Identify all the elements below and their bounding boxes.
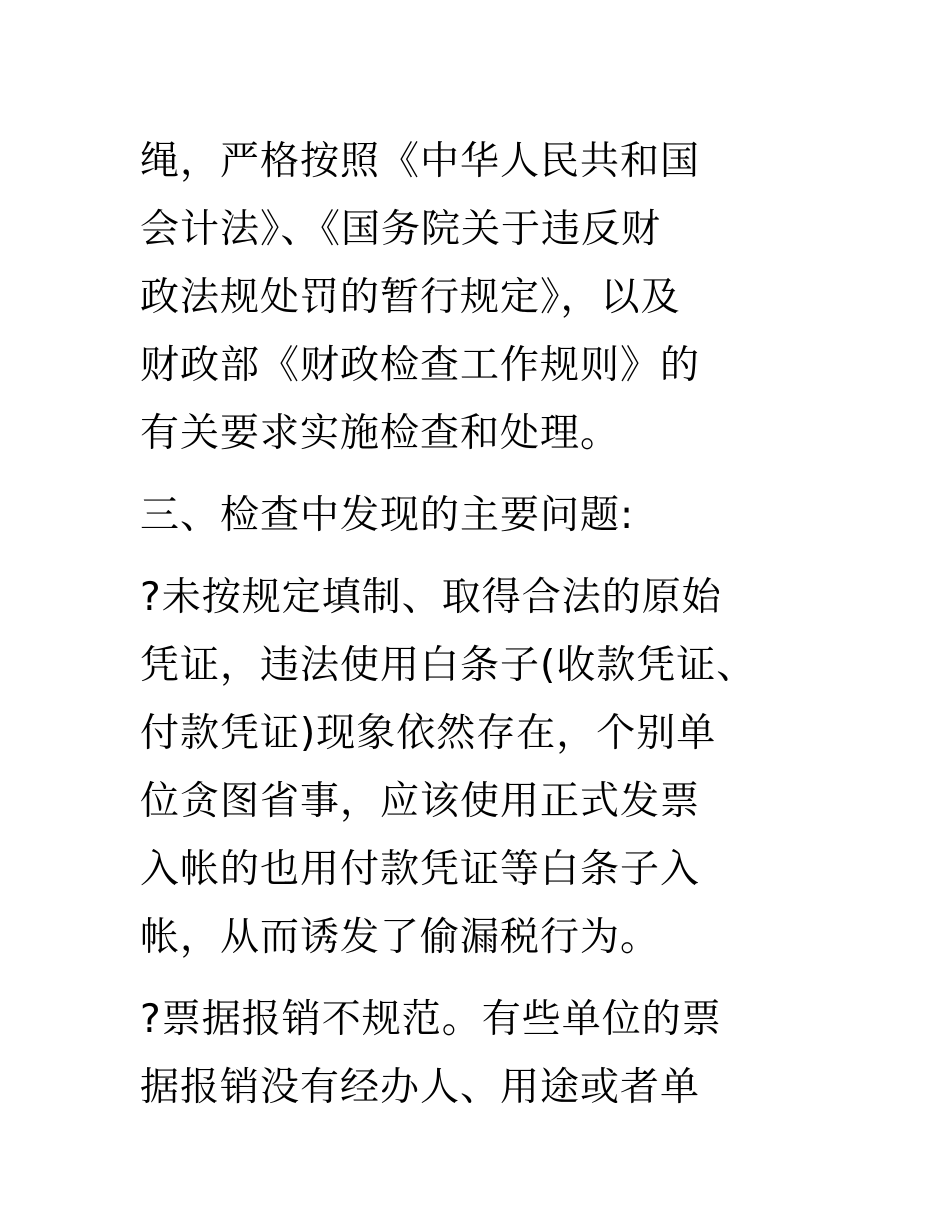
paragraph-issue-1 [140,564,840,972]
text-line: 会计法》、《国务院关于违反财 [140,207,662,252]
paragraph-inspection-basis [140,128,840,468]
text-line: 绳，严格按照《中华人民共和国 [140,139,701,184]
paragraph-issue-2 [140,986,840,1122]
text-line: ?票据报销不规范。有些单位的票 [140,997,722,1042]
text-line: 据报销没有经办人、用途或者单 [140,1065,701,1110]
text-line: 凭证，违法使用白条子(收款凭证、 [140,643,757,688]
text-line: ?未按规定填制、取得合法的原始 [140,575,722,620]
text-line: 政法规处罚的暂行规定》，以及 [140,275,681,320]
section-heading-main-issues [140,482,840,550]
text-line: 位贪图省事，应该使用正式发票 [140,779,701,824]
text-line: 财政部《财政检查工作规则》的 [140,343,701,388]
document-page [140,128,840,1136]
text-line: 付款凭证)现象依然存在，个别单 [140,711,717,756]
section-heading: 三、检查中发现的主要问题: [140,493,635,538]
text-line: 帐，从而诱发了偷漏税行为。 [140,915,661,960]
text-line: 入帐的也用付款凭证等白条子入 [140,847,701,892]
text-line: 有关要求实施检查和处理。 [140,411,621,456]
